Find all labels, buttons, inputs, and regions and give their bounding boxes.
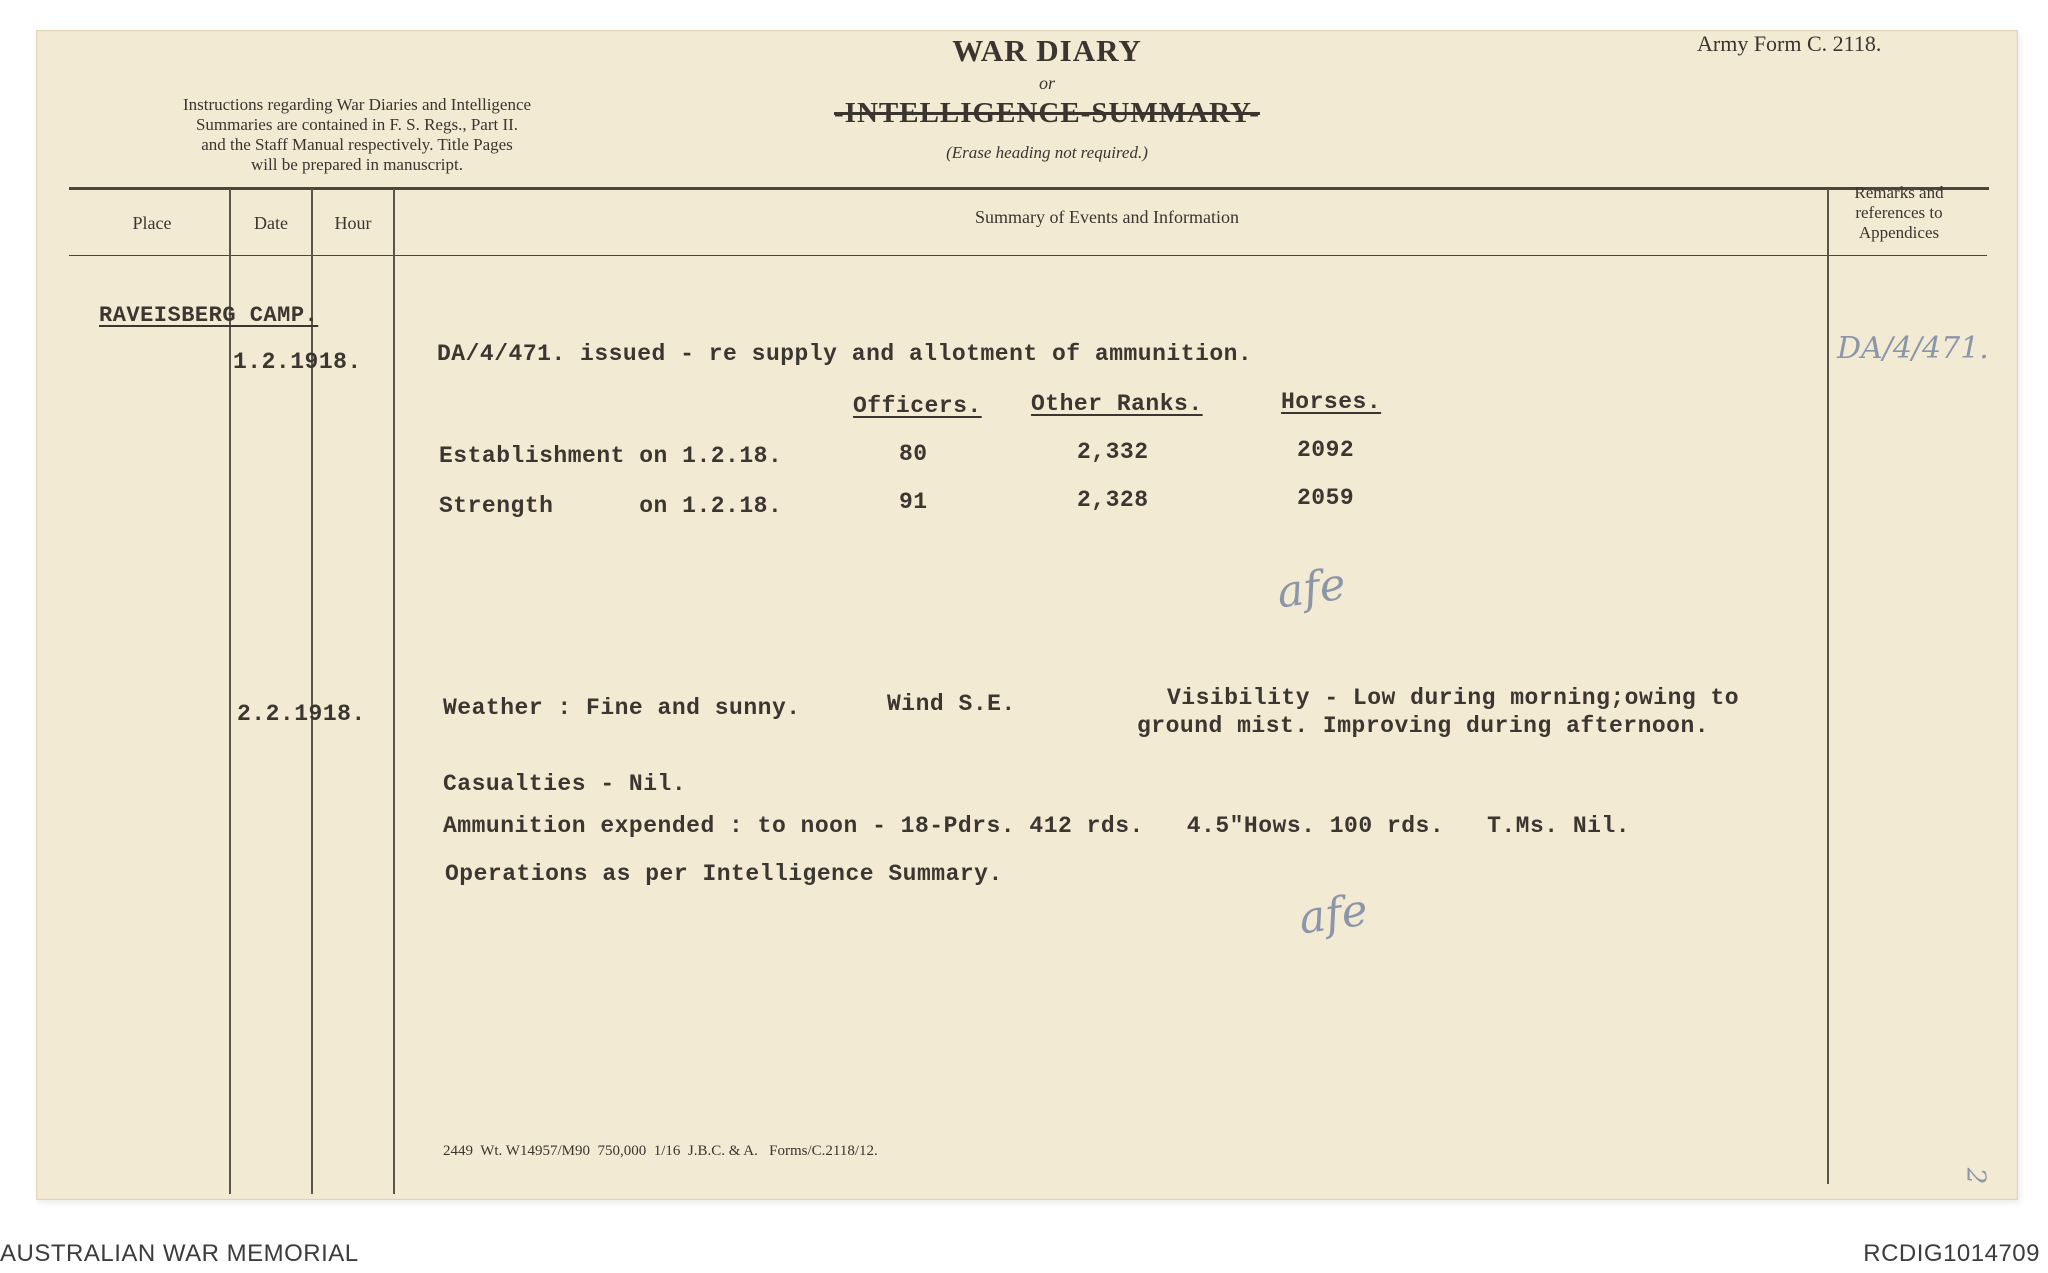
establishment-horses: 2092: [1297, 437, 1355, 463]
entry1-text: DA/4/471. issued - re supply and allotment of ammunition.: [437, 341, 1253, 367]
entry2-weather: Weather : Fine and sunny.: [443, 695, 801, 721]
entry1-initials: afe: [1273, 558, 1349, 619]
remarks-column-rule: [1827, 189, 1829, 1184]
strength-label: Strength on 1.2.18.: [439, 493, 783, 519]
strength-header-horses: Horses.: [1281, 389, 1382, 415]
strength-other-ranks: 2,328: [1077, 487, 1149, 513]
instructions-line: and the Staff Manual respectively. Title Pages: [201, 135, 513, 154]
hour-column-rule: [393, 189, 395, 1194]
form-subtitle-struck: -INTELLIGENCE-SUMMARY-: [834, 97, 1260, 129]
entry2-ammunition: Ammunition expended : to noon - 18-Pdrs. 412 rds. 4.5"Hows. 100 rds. T.Ms. Nil.: [443, 813, 1631, 839]
date-column-rule: [311, 189, 313, 1194]
entry2-initials: afe: [1295, 884, 1371, 945]
army-form-number: Army Form C. 2118.: [1697, 31, 1882, 56]
strength-officers: 91: [899, 489, 928, 515]
form-title: WAR DIARY: [952, 33, 1142, 68]
erase-note: (Erase heading not required.): [946, 143, 1148, 162]
entry2-visibility-line2: ground mist. Improving during afternoon.: [1137, 713, 1710, 739]
entry2-date: 2.2.1918.: [237, 701, 366, 727]
entry2-casualties: Casualties - Nil.: [443, 771, 687, 797]
column-header-hour: Hour: [334, 213, 372, 233]
entry2-operations: Operations as per Intelligence Summary.: [445, 861, 1003, 887]
place-column-rule: [229, 189, 231, 1194]
remarks-header-line: Appendices: [1858, 223, 1940, 242]
archive-credit: AUSTRALIAN WAR MEMORIAL: [0, 1240, 359, 1267]
entry2-visibility-line1: Visibility - Low during morning;owing to: [1167, 685, 1740, 711]
header-top-rule: [69, 187, 1989, 190]
strength-header-other-ranks: Other Ranks.: [1031, 391, 1203, 417]
instructions-line: will be prepared in manuscript.: [251, 155, 463, 174]
entry1-date: 1.2.1918.: [233, 349, 362, 375]
strength-header-officers: Officers.: [853, 393, 982, 419]
establishment-officers: 80: [899, 441, 928, 467]
entry1-remark-reference: DA/4/471.: [1837, 331, 1989, 366]
header-bottom-rule: [69, 255, 1987, 256]
place-entry: RAVEISBERG CAMP.: [99, 303, 319, 328]
instructions-line: Instructions regarding War Diaries and Intelligence: [182, 95, 532, 114]
remarks-header-line: Remarks and: [1854, 183, 1944, 202]
column-header-remarks: [1829, 183, 1969, 243]
instructions-line: Summaries are contained in F. S. Regs., Part II.: [195, 115, 519, 134]
form-title-or: or: [1038, 73, 1055, 93]
instructions-block: [97, 95, 617, 175]
entry2-wind: Wind S.E.: [887, 691, 1016, 717]
strength-horses: 2059: [1297, 485, 1355, 511]
form-print-code: 2449 Wt. W14957/M90 750,000 1/16 J.B.C. & A. Forms/C.2118/12.: [443, 1143, 878, 1159]
column-header-place: Place: [132, 213, 172, 233]
remarks-header-line: references to: [1855, 203, 1943, 222]
establishment-other-ranks: 2,332: [1077, 439, 1149, 465]
archive-reference: RCDIG1014709: [1863, 1240, 2040, 1267]
war-diary-page: [36, 30, 2018, 1200]
page-mark: 2: [1960, 1167, 1991, 1185]
column-header-summary: Summary of Events and Information: [975, 207, 1239, 227]
column-header-date: Date: [254, 213, 288, 233]
establishment-label: Establishment on 1.2.18.: [439, 443, 783, 469]
